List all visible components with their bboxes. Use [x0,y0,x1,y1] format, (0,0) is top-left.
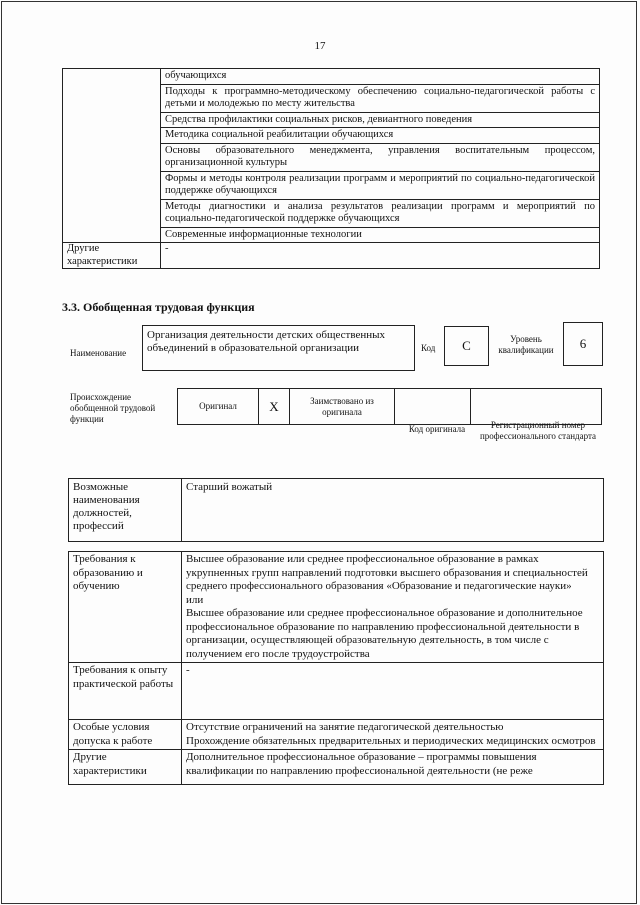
experience-value: - [182,663,604,720]
skill-item: Подходы к программно-методическому обеспечению социально-педагогической работы с детьми и молодежью по месту жительства [161,84,600,112]
education-or: или [186,593,204,606]
skill-item: Методы диагностики и анализа результатов реализации программ и мероприятий по социально-педагогической поддержке обучающихся [161,199,600,227]
education-label: Требования к образованию и обучению [69,552,182,663]
skill-item: Методика социальной реабилитации обучающихся [161,128,600,144]
skill-item: Основы образовательного менеджмента, управления воспитательным процессом, организационной культуры [161,143,600,171]
experience-label: Требования к опыту практической работы [69,663,182,720]
conditions-text-2: Прохождение обязательных предварительных и периодических медицинских осмотров [186,734,596,747]
skill-item: Средства профилактики социальных рисков, девиантного поведения [161,112,600,128]
page-number: 17 [314,40,326,52]
function-name-box: Организация деятельности детских общественных объединений в образовательной организации [142,325,415,371]
conditions-text-1: Отсутствие ограничений на занятие педагогической деятельностью [186,721,504,733]
conditions-value [182,720,604,750]
requirements-table [68,551,604,785]
original-label-cell: Оригинал [177,388,259,425]
education-text-2: Высшее образование или среднее профессиональное образование и дополнительное профессиональное образование по направлению профессиональной деятельности в организации, осуществляющей образовательную деятельность, в том числе с получением его после трудоустройства [186,607,583,660]
education-value [182,552,604,663]
level-label: Уровень квалификации [498,334,554,355]
level-value-box: 6 [563,322,603,366]
skill-item: Формы и методы контроля реализации программ и мероприятий по социально-педагогической поддержке обучающихся [161,171,600,199]
other-requirements-label [69,750,182,785]
registration-number-caption: Регистрационный номер профессионального стандарта [479,420,597,441]
skills-table [62,68,600,269]
positions-table [68,478,604,542]
other-requirements-text: Дополнительное профессиональное образование – программы повышения квалификации по направлению профессиональной деятельности (не реже [186,751,537,777]
code-label: Код [421,343,436,353]
other-characteristics-value: - [161,243,600,269]
borrowed-label-cell: Заимствовано из оригинала [289,388,395,425]
name-label: Наименование [70,348,127,358]
origin-label: Происхождение обобщенной трудовой функции [70,392,156,424]
original-mark-cell: X [258,388,290,425]
section-title: 3.3. Обобщенная трудовая функция [62,300,255,314]
other-characteristics-label: Другие характеристики [63,243,161,269]
conditions-label: Особые условия допуска к работе [69,720,182,750]
original-code-cell [394,388,471,425]
other-requirements-value [182,750,604,785]
education-text-1: Высшее образование или среднее профессиональное образование в рамках укрупненных групп направлений подготовки высшего образования и специальностей среднего профессионального образования «Образование и педагогические науки» [186,553,588,592]
skills-label-cell [63,69,161,243]
code-value-box: C [444,326,489,366]
original-code-caption: Код оригинала [408,424,466,434]
positions-label: Возможные наименования должностей, профессий [69,479,182,542]
other-requirements-label-text: Другие характеристики [73,751,147,777]
skill-item: обучающихся [161,69,600,85]
skill-item: Современные информационные технологии [161,227,600,243]
positions-value: Старший вожатый [182,479,604,542]
